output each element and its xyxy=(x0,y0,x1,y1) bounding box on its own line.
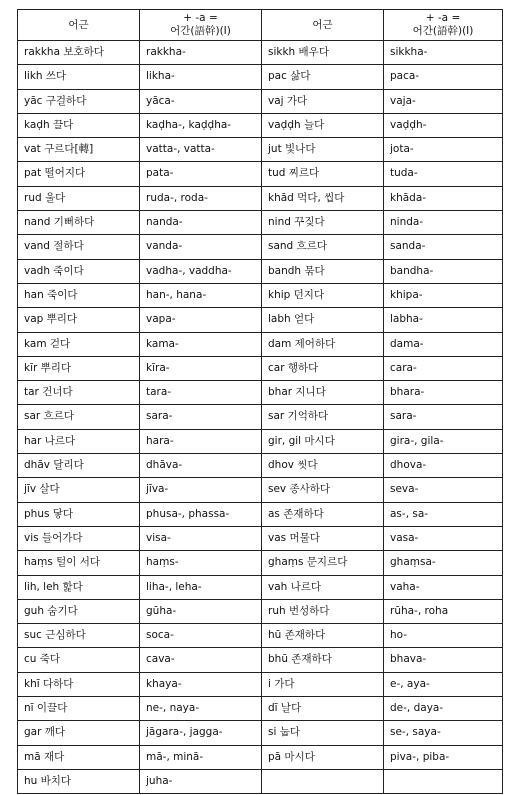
table-row xyxy=(18,356,503,380)
root-cell: khād 먹다, 씹다 xyxy=(262,186,384,210)
table-row xyxy=(18,551,503,575)
root-cell: pā 마시다 xyxy=(262,745,384,769)
stem-cell: ghaṃsa- xyxy=(384,551,503,575)
header-stem-2 xyxy=(384,10,503,41)
root-cell: sikkh 배우다 xyxy=(262,41,384,65)
stem-cell: cava- xyxy=(140,648,262,672)
stem-cell: han-, hana- xyxy=(140,283,262,307)
root-cell: vap 뿌리다 xyxy=(18,308,140,332)
root-cell: as 존재하다 xyxy=(262,502,384,526)
stem-cell: gūha- xyxy=(140,599,262,623)
stem-cell: likha- xyxy=(140,65,262,89)
root-cell: labh 얻다 xyxy=(262,308,384,332)
table-row xyxy=(18,235,503,259)
stem-cell: yāca- xyxy=(140,89,262,113)
root-cell: nī 이끌다 xyxy=(18,697,140,721)
stem-cell: ho- xyxy=(384,624,503,648)
table-row xyxy=(18,769,503,793)
root-cell: tud 찌르다 xyxy=(262,162,384,186)
stem-cell: visa- xyxy=(140,526,262,550)
stem-cell: khaya- xyxy=(140,672,262,696)
table-row xyxy=(18,113,503,137)
stem-cell: de-, daya- xyxy=(384,697,503,721)
root-cell: cu 죽다 xyxy=(18,648,140,672)
stem-cell: as-, sa- xyxy=(384,502,503,526)
root-cell: yāc 구걸하다 xyxy=(18,89,140,113)
stem-cell: bandha- xyxy=(384,259,503,283)
root-cell: khip 던지다 xyxy=(262,283,384,307)
stem-cell: vaja- xyxy=(384,89,503,113)
root-cell: har 나르다 xyxy=(18,429,140,453)
table-row xyxy=(18,672,503,696)
root-cell: ghaṃs 문지르다 xyxy=(262,551,384,575)
header-stem-label: 어간(語幹)(Ⅰ) xyxy=(412,25,474,37)
header-root-2: 어근 xyxy=(262,10,384,41)
stem-cell: rakkha- xyxy=(140,41,262,65)
table-row xyxy=(18,721,503,745)
table-row xyxy=(18,575,503,599)
root-cell: guh 숨기다 xyxy=(18,599,140,623)
root-cell: rud 울다 xyxy=(18,186,140,210)
root-cell: si 눕다 xyxy=(262,721,384,745)
header-stem-1 xyxy=(140,10,262,41)
root-cell: kam 걷다 xyxy=(18,332,140,356)
stem-cell: liha-, leha- xyxy=(140,575,262,599)
root-cell: dhāv 달리다 xyxy=(18,454,140,478)
table-row xyxy=(18,162,503,186)
table-row xyxy=(18,65,503,89)
table-row xyxy=(18,454,503,478)
stem-cell: dhova- xyxy=(384,454,503,478)
root-cell: dī 날다 xyxy=(262,697,384,721)
stem-cell: kīra- xyxy=(140,356,262,380)
stem-cell: bhara- xyxy=(384,381,503,405)
root-cell: sar 기억하다 xyxy=(262,405,384,429)
root-cell: hu 바치다 xyxy=(18,769,140,793)
root-cell: dam 제어하다 xyxy=(262,332,384,356)
stem-cell: juha- xyxy=(140,769,262,793)
stem-cell: ne-, naya- xyxy=(140,697,262,721)
root-cell: hū 존재하다 xyxy=(262,624,384,648)
root-cell: sand 흐르다 xyxy=(262,235,384,259)
root-cell: likh 쓰다 xyxy=(18,65,140,89)
table-row xyxy=(18,697,503,721)
table-row xyxy=(18,211,503,235)
table-row xyxy=(18,138,503,162)
root-cell: han 죽이다 xyxy=(18,283,140,307)
table-row xyxy=(18,308,503,332)
stem-cell: ruda-, roda- xyxy=(140,186,262,210)
root-cell: pat 떨어지다 xyxy=(18,162,140,186)
root-cell: kaḍh 끌다 xyxy=(18,113,140,137)
root-cell: sar 흐르다 xyxy=(18,405,140,429)
stem-cell: vanda- xyxy=(140,235,262,259)
table-row xyxy=(18,186,503,210)
table-row xyxy=(18,648,503,672)
root-cell: tar 건너다 xyxy=(18,381,140,405)
root-cell: sev 종사하다 xyxy=(262,478,384,502)
stem-cell: sara- xyxy=(384,405,503,429)
stem-cell: pata- xyxy=(140,162,262,186)
stem-cell: bhava- xyxy=(384,648,503,672)
stem-cell: rūha-, roha xyxy=(384,599,503,623)
stem-cell: sikkha- xyxy=(384,41,503,65)
root-cell: car 행하다 xyxy=(262,356,384,380)
stem-cell: sanda- xyxy=(384,235,503,259)
root-cell: pac 삶다 xyxy=(262,65,384,89)
stem-cell: labha- xyxy=(384,308,503,332)
stem-cell: sara- xyxy=(140,405,262,429)
table-row xyxy=(18,89,503,113)
root-cell: gir, gil 마시다 xyxy=(262,429,384,453)
root-cell: vis 들어가다 xyxy=(18,526,140,550)
root-cell: khī 다하다 xyxy=(18,672,140,696)
stem-cell: kaḍha-, kaḍḍha- xyxy=(140,113,262,137)
stem-cell: e-, aya- xyxy=(384,672,503,696)
stem-cell: soca- xyxy=(140,624,262,648)
stem-cell: mā-, minā- xyxy=(140,745,262,769)
header-stem-label: 어간(語幹)(Ⅰ) xyxy=(170,25,231,37)
root-cell: vas 머물다 xyxy=(262,526,384,550)
stem-cell: piva-, piba- xyxy=(384,745,503,769)
stem-cell: vaḍḍh- xyxy=(384,113,503,137)
stem-cell: khāda- xyxy=(384,186,503,210)
root-cell: jut 빛나다 xyxy=(262,138,384,162)
root-cell: vat 구르다[轉] xyxy=(18,138,140,162)
header-formula: + -a = xyxy=(425,12,461,24)
root-cell: ruh 번성하다 xyxy=(262,599,384,623)
stem-cell: paca- xyxy=(384,65,503,89)
root-stem-table xyxy=(17,9,503,794)
root-cell: nind 꾸짖다 xyxy=(262,211,384,235)
root-cell: vah 나르다 xyxy=(262,575,384,599)
root-cell: bandh 묶다 xyxy=(262,259,384,283)
table-row xyxy=(18,526,503,550)
stem-cell: kama- xyxy=(140,332,262,356)
table-row xyxy=(18,502,503,526)
root-cell xyxy=(262,769,384,793)
root-cell: vaj 가다 xyxy=(262,89,384,113)
stem-cell: seva- xyxy=(384,478,503,502)
root-cell: vadh 죽이다 xyxy=(18,259,140,283)
table-row xyxy=(18,332,503,356)
table-row xyxy=(18,283,503,307)
stem-cell: jīva- xyxy=(140,478,262,502)
root-cell: kīr 뿌리다 xyxy=(18,356,140,380)
stem-cell: hara- xyxy=(140,429,262,453)
root-cell: suc 근심하다 xyxy=(18,624,140,648)
stem-cell: dama- xyxy=(384,332,503,356)
stem-cell: dhāva- xyxy=(140,454,262,478)
root-cell: rakkha 보호하다 xyxy=(18,41,140,65)
table-row xyxy=(18,478,503,502)
root-cell: i 가다 xyxy=(262,672,384,696)
root-cell: haṃs 털이 서다 xyxy=(18,551,140,575)
root-cell: dhov 씻다 xyxy=(262,454,384,478)
stem-cell: vapa- xyxy=(140,308,262,332)
stem-cell: nanda- xyxy=(140,211,262,235)
table-container xyxy=(17,9,503,794)
root-cell: bhar 지니다 xyxy=(262,381,384,405)
root-cell: nand 기뻐하다 xyxy=(18,211,140,235)
header-formula: + -a = xyxy=(183,12,218,24)
stem-cell: se-, saya- xyxy=(384,721,503,745)
stem-cell: haṃs- xyxy=(140,551,262,575)
stem-cell: tuda- xyxy=(384,162,503,186)
table-row xyxy=(18,745,503,769)
table-row xyxy=(18,429,503,453)
root-cell: jīv 살다 xyxy=(18,478,140,502)
root-cell: gar 깨다 xyxy=(18,721,140,745)
header-root-1: 어근 xyxy=(18,10,140,41)
stem-cell: gira-, gila- xyxy=(384,429,503,453)
root-cell: bhū 존재하다 xyxy=(262,648,384,672)
table-row xyxy=(18,41,503,65)
stem-cell: khipa- xyxy=(384,283,503,307)
stem-cell xyxy=(384,769,503,793)
root-cell: mā 재다 xyxy=(18,745,140,769)
stem-cell: jota- xyxy=(384,138,503,162)
table-row xyxy=(18,405,503,429)
root-cell: phus 닿다 xyxy=(18,502,140,526)
stem-cell: cara- xyxy=(384,356,503,380)
table-row xyxy=(18,599,503,623)
stem-cell: vasa- xyxy=(384,526,503,550)
stem-cell: vadha-, vaddha- xyxy=(140,259,262,283)
table-row xyxy=(18,624,503,648)
stem-cell: ninda- xyxy=(384,211,503,235)
table-row xyxy=(18,381,503,405)
stem-cell: tara- xyxy=(140,381,262,405)
root-cell: vand 절하다 xyxy=(18,235,140,259)
table-row xyxy=(18,259,503,283)
stem-cell: vaha- xyxy=(384,575,503,599)
table-header-row xyxy=(18,10,503,41)
stem-cell: vatta-, vatta- xyxy=(140,138,262,162)
stem-cell: jāgara-, jagga- xyxy=(140,721,262,745)
root-cell: vaḍḍh 늘다 xyxy=(262,113,384,137)
stem-cell: phusa-, phassa- xyxy=(140,502,262,526)
root-cell: lih, leh 핥다 xyxy=(18,575,140,599)
